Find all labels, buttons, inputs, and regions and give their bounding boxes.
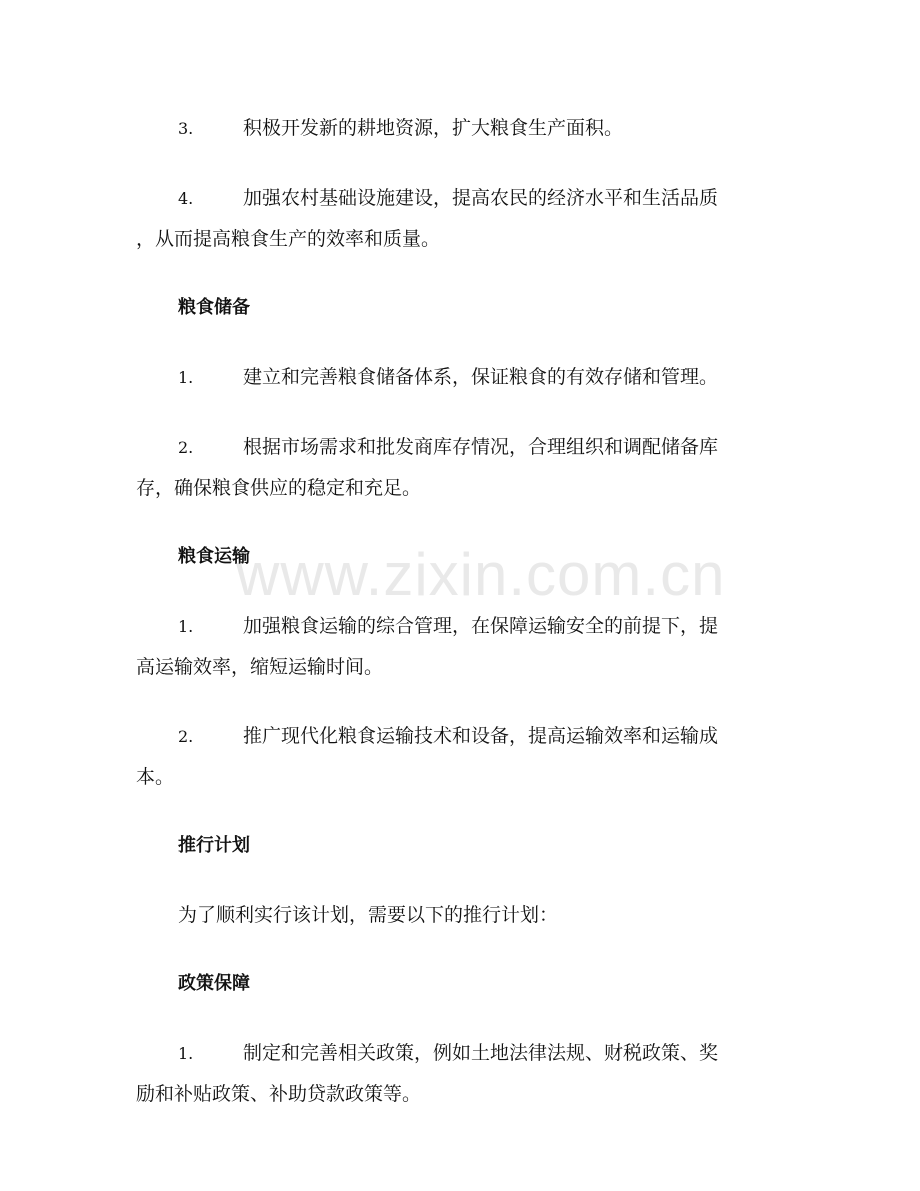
item-number: 3. — [178, 119, 194, 138]
list-item — [136, 108, 776, 149]
paragraph: 为了顺利实行该计划，需要以下的推行计划： — [178, 904, 559, 926]
item-text: 积极开发新的耕地资源，扩大粮食生产面积。 — [243, 117, 624, 139]
item-number: 1. — [178, 617, 194, 636]
item-text-continued: 本。 — [136, 766, 175, 788]
section-heading-storage: 粮食储备 — [178, 297, 250, 318]
item-text: 加强农村基础设施建设，提高农民的经济水平和生活品质 — [243, 187, 719, 209]
item-number: 4. — [178, 189, 194, 208]
list-item — [136, 427, 776, 508]
watermark: www.zixin.com.cn — [236, 541, 726, 608]
item-text-continued: 高运输效率，缩短运输时间。 — [136, 656, 384, 678]
item-number: 1. — [178, 1044, 194, 1063]
item-text: 推广现代化粮食运输技术和设备，提高运输效率和运输成 — [243, 725, 719, 747]
list-item — [136, 606, 776, 687]
item-number: 2. — [178, 727, 194, 746]
document-body — [136, 108, 776, 1114]
item-text: 加强粮食运输的综合管理，在保障运输安全的前提下，提 — [243, 615, 719, 637]
item-text-continued: ，从而提高粮食生产的效率和质量。 — [136, 228, 441, 250]
section-heading-policy: 政策保障 — [178, 973, 250, 994]
item-text: 制定和完善相关政策，例如土地法律法规、财税政策、奖 — [243, 1042, 719, 1064]
item-number: 1. — [178, 368, 194, 387]
item-text: 根据市场需求和批发商库存情况，合理组织和调配储备库 — [243, 436, 719, 458]
list-item — [136, 178, 776, 259]
list-item — [136, 716, 776, 797]
list-item — [136, 357, 776, 398]
section-heading-transport: 粮食运输 — [178, 546, 250, 567]
list-item — [136, 1033, 776, 1114]
item-text-continued: 存，确保粮食供应的稳定和充足。 — [136, 477, 422, 499]
item-text-continued: 励和补贴政策、补助贷款政策等。 — [136, 1083, 422, 1105]
section-heading-plan: 推行计划 — [178, 835, 250, 856]
item-number: 2. — [178, 438, 194, 457]
item-text: 建立和完善粮食储备体系，保证粮食的有效存储和管理。 — [243, 366, 719, 388]
